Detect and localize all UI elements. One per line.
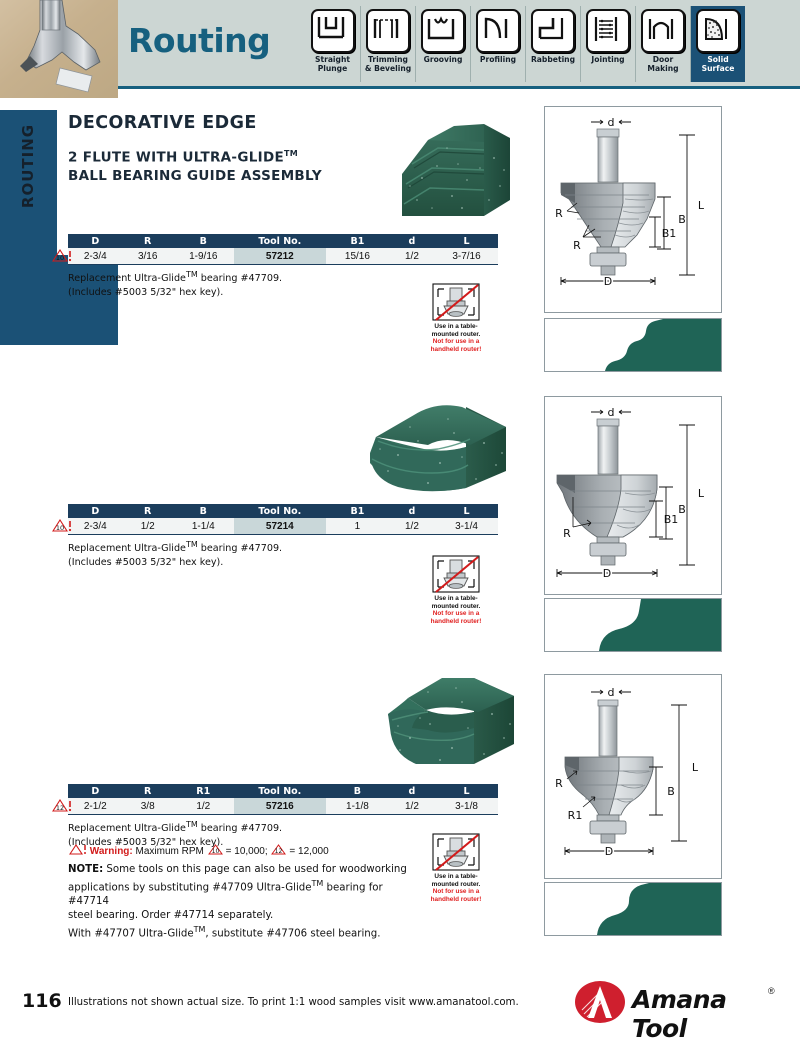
page-number: 116 (22, 990, 62, 1012)
svg-text:10: 10 (55, 254, 65, 262)
rpm-badge-icon (50, 518, 72, 533)
warning-line-2: mounted router. (431, 602, 481, 610)
warning-line-1: Use in a table- (434, 873, 478, 880)
svg-text:D: D (604, 845, 614, 858)
rpm-badge-10-icon (207, 843, 226, 856)
registered-trademark-icon: ® (768, 986, 775, 996)
svg-text:R: R (555, 207, 563, 220)
note-text: Replacement Ultra-Glide (68, 543, 186, 555)
category-tab-straight-plunge[interactable] (305, 6, 360, 82)
cell-R: 1/2 (123, 518, 173, 535)
note-text: Replacement Ultra-Glide (68, 273, 186, 285)
col-header-R: R (123, 784, 173, 798)
header-product-photo (0, 0, 118, 98)
category-tab-strip (305, 6, 745, 82)
cell-tool-no: 57216 (234, 798, 326, 815)
page-title: DECORATIVE EDGE (68, 113, 257, 133)
svg-text:d: d (607, 116, 615, 129)
table-header-row (68, 784, 498, 798)
col-header-R: R (123, 504, 173, 518)
warning-line-1: Use in a table- (434, 595, 478, 602)
note-line-4-pre: With #47707 Ultra-Glide (68, 928, 194, 940)
cell-B: 1-9/16 (173, 248, 234, 265)
tool-drawing-2 (544, 396, 722, 595)
note-line-2: applications by substituting #47709 Ultra-Glide (68, 882, 312, 894)
no-handheld-router-icon (430, 555, 482, 595)
wood-sample-3 (368, 668, 536, 778)
table-row (68, 248, 498, 265)
category-tab-profiling[interactable] (470, 6, 525, 82)
no-handheld-router-icon (430, 833, 482, 873)
cell-B1: 15/16 (326, 248, 389, 265)
col-header-B1: B1 (326, 234, 389, 248)
col-header-tool-no: Tool No. (234, 784, 326, 798)
warning-line-3: Not for use in a (432, 338, 480, 346)
table-header-row (68, 504, 498, 518)
col-header-L: L (435, 784, 498, 798)
category-label: Straight Plunge (314, 55, 351, 73)
spec-table-1 (68, 234, 498, 265)
warning-value-1: = 10,000; (225, 846, 268, 857)
trademark-mark: TM (185, 820, 198, 829)
category-label: Grooving (423, 55, 463, 64)
wood-sample-2 (358, 393, 526, 498)
profiling-icon (476, 9, 520, 53)
straight-plunge-icon (311, 9, 355, 53)
footer-note: Illustrations not shown actual size. To print 1:1 wood samples visit www.amanatool.com. (68, 997, 519, 1008)
svg-text:12: 12 (55, 804, 65, 812)
category-label: Profiling (479, 55, 517, 64)
subtitle-line-1: 2 FLUTE WITH ULTRA-GLIDE (68, 149, 284, 166)
cell-B: 1-1/4 (173, 518, 234, 535)
grooving-icon (421, 9, 465, 53)
subtitle-line-2: BALL BEARING GUIDE ASSEMBLY (68, 167, 322, 184)
warning-line-4: handheld router! (430, 895, 482, 903)
svg-text:12: 12 (275, 848, 283, 855)
hex-key-note-1: (Includes #5003 5/32" hex key). (68, 286, 224, 298)
header-underline (118, 86, 800, 89)
svg-text:L: L (697, 487, 705, 500)
amana-tool-logo (572, 980, 782, 1043)
svg-text:10: 10 (211, 848, 219, 855)
trademark-mark: TM (193, 925, 206, 935)
cell-D: 2-3/4 (68, 248, 123, 265)
col-header-R1: R1 (173, 784, 234, 798)
no-handheld-router-icon (430, 283, 482, 323)
warning-text-pre: Maximum RPM (135, 846, 204, 857)
svg-text:L: L (697, 199, 705, 212)
category-label: Trimming & Beveling (364, 55, 412, 73)
warning-line-4: handheld router! (430, 617, 482, 625)
solid-surface-icon (696, 9, 740, 53)
col-header-d: d (389, 784, 435, 798)
note-text: Replacement Ultra-Glide (68, 823, 186, 835)
cell-tool-no: 57212 (234, 248, 326, 265)
rpm-badge-icon (50, 798, 72, 813)
door-making-icon (641, 9, 685, 53)
rpm-warning-row (68, 843, 329, 857)
col-header-B: B (173, 234, 234, 248)
trademark-mark: TM (185, 270, 198, 279)
svg-text:D: D (602, 567, 612, 580)
svg-text:L: L (691, 761, 699, 774)
table-header-row (68, 234, 498, 248)
col-header-D: D (68, 504, 123, 518)
warning-label: Warning: (89, 846, 133, 857)
cell-L: 3-1/8 (435, 798, 498, 815)
category-label: Jointing (591, 55, 625, 64)
hex-key-note-3: (Includes #5003 5/32" hex key). (68, 836, 224, 848)
wood-sample-1 (392, 108, 522, 226)
cell-B1: 1 (326, 518, 389, 535)
page-note (68, 863, 418, 942)
col-header-D: D (68, 234, 123, 248)
svg-text:B1: B1 (663, 513, 679, 526)
svg-text:R1: R1 (567, 809, 583, 822)
jointing-icon (586, 9, 630, 53)
col-header-R: R (123, 234, 173, 248)
svg-text:B1: B1 (661, 227, 677, 240)
page-header-title: Routing (128, 21, 271, 60)
warning-line-2: mounted router. (431, 330, 481, 338)
trademark-mark: TM (311, 879, 324, 888)
side-tab-label: ROUTING (19, 123, 37, 209)
category-label: Solid Surface (701, 55, 735, 73)
cell-d: 1/2 (389, 248, 435, 265)
cell-R: 3/8 (123, 798, 173, 815)
category-tab-door-making[interactable] (635, 6, 690, 82)
cell-d: 1/2 (389, 798, 435, 815)
table-row (68, 798, 498, 815)
spec-table-2 (68, 504, 498, 535)
cell-R1: 1/2 (173, 798, 234, 815)
note-text-rest: bearing #47709. (197, 823, 283, 835)
cell-L: 3-1/4 (435, 518, 498, 535)
rpm-badge-12-icon (270, 843, 289, 856)
col-header-D: D (68, 784, 123, 798)
router-warning-2 (420, 555, 492, 625)
category-tab-rabbeting[interactable] (525, 6, 580, 82)
hex-key-note-2: (Includes #5003 5/32" hex key). (68, 556, 224, 568)
svg-text:B: B (678, 213, 686, 226)
svg-text:10: 10 (55, 524, 65, 532)
svg-text:R: R (563, 527, 571, 540)
svg-text:B: B (678, 503, 686, 516)
note-bold-label: NOTE: (68, 864, 104, 875)
trimming-beveling-icon (366, 9, 410, 53)
note-line-2-rest: bearing for #47714 (68, 882, 383, 908)
tool-drawing-1 (544, 106, 722, 313)
cut-profile-2 (544, 598, 722, 652)
cell-tool-no: 57214 (234, 518, 326, 535)
svg-text:R: R (573, 239, 581, 252)
cell-D: 2-3/4 (68, 518, 123, 535)
col-header-L: L (435, 504, 498, 518)
svg-text:R: R (555, 777, 563, 790)
warning-triangle-icon (68, 843, 87, 856)
cell-D: 2-1/2 (68, 798, 123, 815)
category-tab-jointing[interactable] (580, 6, 635, 82)
col-header-B: B (326, 784, 389, 798)
col-header-B1: B1 (326, 504, 389, 518)
warning-line-1: Use in a table- (434, 323, 478, 330)
category-tab-grooving[interactable] (415, 6, 470, 82)
cell-B: 1-1/8 (326, 798, 389, 815)
note-line-3: steel bearing. Order #47714 separately. (68, 910, 274, 922)
warning-line-4: handheld router! (430, 345, 482, 353)
warning-line-3: Not for use in a (432, 888, 480, 896)
col-header-B: B (173, 504, 234, 518)
table-row (68, 518, 498, 535)
svg-text:B: B (667, 785, 675, 798)
col-header-tool-no: Tool No. (234, 504, 326, 518)
note-line-4-rest: , substitute #47706 steel bearing. (205, 928, 381, 940)
warning-line-2: mounted router. (431, 880, 481, 888)
cell-R: 3/16 (123, 248, 173, 265)
col-header-L: L (435, 234, 498, 248)
note-line-1: Some tools on this page can also be used for woodworking (103, 864, 407, 875)
svg-text:d: d (607, 686, 615, 699)
tool-drawing-3 (544, 674, 722, 879)
category-tab-solid-surface[interactable] (690, 6, 745, 82)
warning-line-3: Not for use in a (432, 610, 480, 618)
category-label: Rabbeting (530, 55, 576, 64)
spec-table-3 (68, 784, 498, 815)
svg-text:d: d (607, 406, 615, 419)
category-tab-trimming-beveling[interactable] (360, 6, 415, 82)
cell-d: 1/2 (389, 518, 435, 535)
rabbeting-icon (531, 9, 575, 53)
page-subtitle (68, 145, 322, 185)
trademark-mark: TM (283, 149, 298, 158)
warning-value-2: = 12,000 (289, 846, 329, 857)
cell-L: 3-7/16 (435, 248, 498, 265)
col-header-d: d (389, 504, 435, 518)
note-text-rest: bearing #47709. (197, 273, 283, 285)
cut-profile-1 (544, 318, 722, 372)
router-warning-1 (420, 283, 492, 353)
replacement-bearing-note-2 (68, 538, 498, 556)
col-header-tool-no: Tool No. (234, 234, 326, 248)
router-warning-3 (420, 833, 492, 903)
note-text-rest: bearing #47709. (197, 543, 283, 555)
logo-wordmark: Amana Tool (632, 985, 727, 1043)
col-header-d: d (389, 234, 435, 248)
category-label: Door Making (647, 55, 679, 73)
trademark-mark: TM (185, 540, 198, 549)
svg-text:D: D (603, 275, 613, 288)
cut-profile-3 (544, 882, 722, 936)
rpm-badge-icon (50, 248, 72, 263)
